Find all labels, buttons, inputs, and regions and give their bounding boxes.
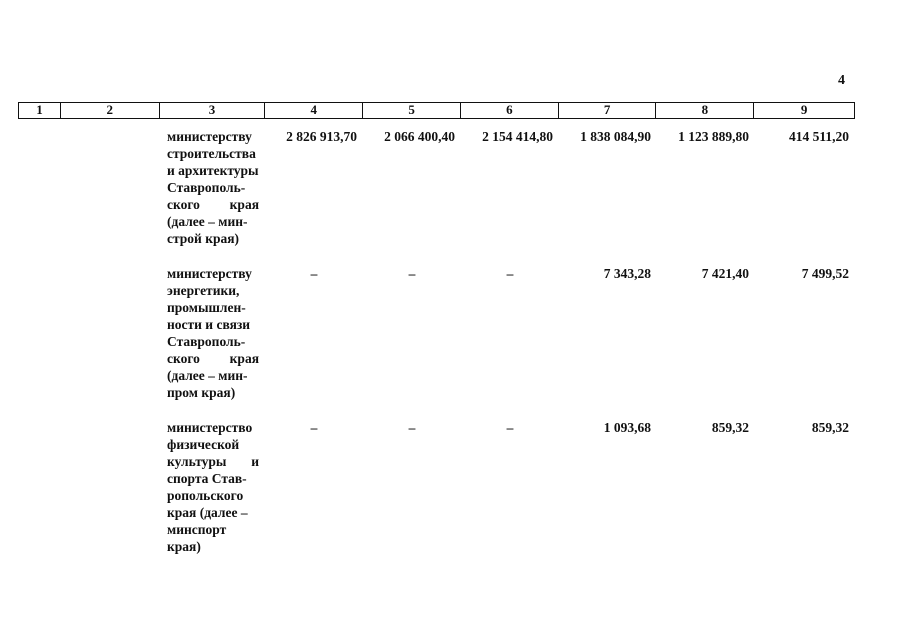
name-line: ского края (167, 197, 259, 212)
table-row (18, 265, 855, 401)
value-col7: 1 838 084,90 (580, 129, 651, 144)
column-header-5: 5 (363, 103, 461, 118)
column-header-6: 6 (461, 103, 559, 118)
column-header-7: 7 (559, 103, 657, 118)
name-line: Ставрополь- (167, 334, 246, 349)
value-col8: 1 123 889,80 (678, 129, 749, 144)
value-col5: – (408, 266, 416, 281)
table-header (18, 102, 855, 119)
recipient-name (159, 265, 265, 401)
name-line: ности и связи (167, 317, 251, 332)
name-line: (далее – мин- (167, 368, 248, 383)
name-line: минспорт (167, 522, 227, 537)
value-col8: 7 421,40 (701, 266, 749, 281)
value-col6: – (506, 266, 514, 281)
table-row (18, 419, 855, 555)
name-line: министерству (167, 266, 252, 281)
value-col4: 2 826 913,70 (286, 129, 357, 144)
column-header-4: 4 (265, 103, 363, 118)
cell-col1 (18, 128, 60, 247)
column-header-3: 3 (160, 103, 266, 118)
cell-col2 (60, 128, 159, 247)
value-col4: – (310, 420, 318, 435)
recipient-name (159, 128, 265, 247)
name-line: Ставрополь- (167, 180, 246, 195)
table-row (18, 128, 855, 247)
name-line: строительства (167, 146, 256, 161)
name-line: (далее – мин- (167, 214, 248, 229)
name-line: края) (167, 539, 201, 554)
name-line: ропольского (167, 488, 244, 503)
name-line: промышлен- (167, 300, 246, 315)
name-line: спорта Став- (167, 471, 247, 486)
column-header-9: 9 (800, 102, 808, 117)
column-header-8: 8 (656, 103, 754, 118)
name-line: края (далее – (167, 505, 248, 520)
value-col6: – (506, 420, 514, 435)
name-line: ского края (167, 351, 259, 366)
name-line: министерство (167, 420, 253, 435)
value-col7: 1 093,68 (603, 420, 651, 435)
cell-col2 (60, 265, 159, 401)
name-line: министерству (167, 129, 252, 144)
value-col8: 859,32 (711, 420, 749, 435)
column-header-1: 1 (19, 103, 61, 118)
value-col6: 2 154 414,80 (482, 129, 553, 144)
value-col5: – (408, 420, 416, 435)
cell-col2 (60, 419, 159, 555)
cell-col1 (18, 419, 60, 555)
name-line: и архитектуры (167, 163, 259, 178)
recipient-name (159, 419, 265, 555)
value-col9: 7 499,52 (801, 266, 849, 281)
value-col9: 859,32 (811, 420, 849, 435)
name-line: пром края) (167, 385, 236, 400)
value-col5: 2 066 400,40 (384, 129, 455, 144)
page-number: 4 (838, 73, 845, 88)
cell-col1 (18, 265, 60, 401)
name-line: культуры и (167, 454, 259, 469)
name-line: строй края) (167, 231, 240, 246)
name-line: физической (167, 437, 240, 452)
column-header-2: 2 (61, 103, 160, 118)
value-col4: – (310, 266, 318, 281)
value-col9: 414 511,20 (788, 129, 849, 144)
value-col7: 7 343,28 (603, 266, 651, 281)
name-line: энергетики, (167, 283, 240, 298)
